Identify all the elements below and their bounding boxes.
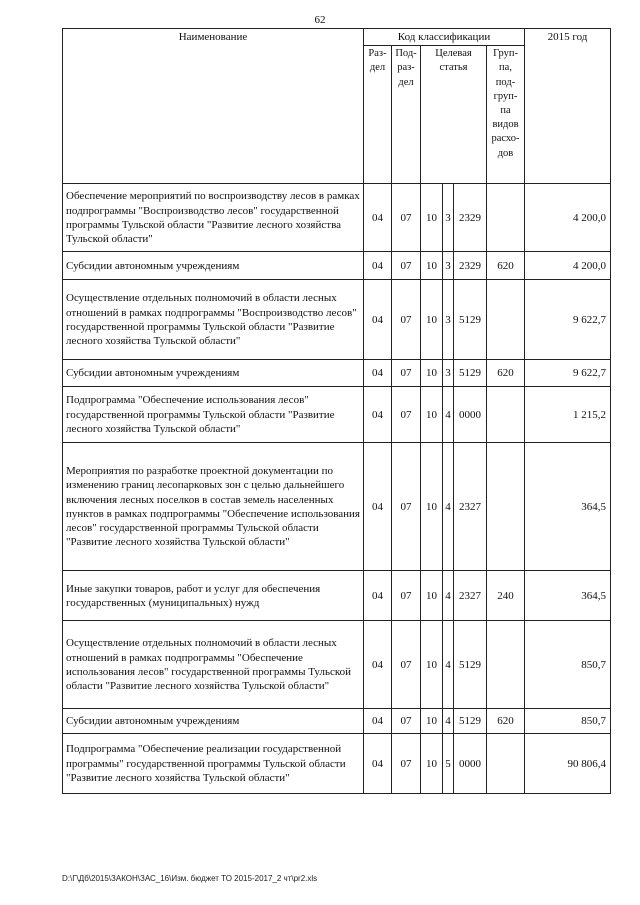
row-amount: 4 200,0: [525, 252, 611, 280]
row-target-direction: 0000: [454, 734, 487, 794]
row-target-program: 10: [421, 734, 443, 794]
row-expense-type: [487, 280, 525, 360]
table-row: [63, 571, 611, 621]
row-subsection: 07: [392, 571, 421, 621]
row-section: 04: [364, 280, 392, 360]
row-target-subprogram: 4: [443, 443, 454, 571]
header-name: Наименование: [63, 29, 364, 184]
row-target-subprogram: 4: [443, 571, 454, 621]
row-expense-type: 620: [487, 709, 525, 734]
row-section: 04: [364, 443, 392, 571]
row-expense-type: 620: [487, 360, 525, 387]
row-amount: 1 215,2: [525, 387, 611, 443]
row-subsection: 07: [392, 280, 421, 360]
row-target-direction: 2329: [454, 252, 487, 280]
row-target-program: 10: [421, 184, 443, 252]
file-path-footer: D:\Г\Дб\2015\ЗАКОН\ЗАС_16\Изм. бюджет ТО 2015-2017_2 чт\pr2.xls: [62, 874, 318, 883]
row-section: 04: [364, 734, 392, 794]
row-name: Осуществление отдельных полномочий в области лесных отношений в рамках подпрограммы "Воспроизводство лесов" государственной программы Тульской области "Развитие лесного хозяйства Тульской области": [63, 280, 364, 360]
row-section: 04: [364, 571, 392, 621]
row-subsection: 07: [392, 252, 421, 280]
row-target-subprogram: 5: [443, 734, 454, 794]
row-name: Обеспечение мероприятий по воспроизводству лесов в рамках подпрограммы "Воспроизводство лесов" государственной программы Тульской области "Развитие лесного хозяйства Тульской области": [63, 184, 364, 252]
header-year: 2015 год: [525, 29, 611, 184]
row-name: Мероприятия по разработке проектной документации по изменению границ лесопарковых зон с целью дальнейшего включения лесных поселков в состав земель населенных пунктов в рамках подпрограммы "Обеспечение использования лесов" государственной программы Тульской области "Развитие лесного хозяйства Тульской области": [63, 443, 364, 571]
row-target-direction: 2327: [454, 443, 487, 571]
row-section: 04: [364, 184, 392, 252]
row-subsection: 07: [392, 709, 421, 734]
row-target-program: 10: [421, 387, 443, 443]
row-subsection: 07: [392, 621, 421, 709]
row-target-program: 10: [421, 360, 443, 387]
row-target-program: 10: [421, 709, 443, 734]
row-subsection: 07: [392, 387, 421, 443]
row-expense-type: 240: [487, 571, 525, 621]
header-target-article: Целевая статья: [421, 46, 487, 184]
row-expense-type: [487, 734, 525, 794]
row-section: 04: [364, 360, 392, 387]
row-amount: 364,5: [525, 571, 611, 621]
table-row: [63, 360, 611, 387]
row-amount: 9 622,7: [525, 360, 611, 387]
row-subsection: 07: [392, 443, 421, 571]
table-row: [63, 387, 611, 443]
header-section: Раз- дел: [364, 46, 392, 184]
row-expense-type: [487, 621, 525, 709]
header-classification: Код классификации: [364, 29, 525, 46]
row-expense-type: [487, 184, 525, 252]
row-target-direction: 5129: [454, 280, 487, 360]
table-row: [63, 709, 611, 734]
row-target-direction: 5129: [454, 360, 487, 387]
row-target-program: 10: [421, 443, 443, 571]
header-expense-group: Груп- па, под- груп- па видов расхо- дов: [487, 46, 525, 184]
row-name: Субсидии автономным учреждениям: [63, 709, 364, 734]
row-name: Субсидии автономным учреждениям: [63, 360, 364, 387]
row-target-program: 10: [421, 571, 443, 621]
row-target-direction: 0000: [454, 387, 487, 443]
row-name: Подпрограмма "Обеспечение реализации государственной программы" государственной программы Тульской области "Развитие лесного хозяйства Тульской области": [63, 734, 364, 794]
row-target-subprogram: 3: [443, 252, 454, 280]
table-row: [63, 280, 611, 360]
row-target-subprogram: 4: [443, 621, 454, 709]
row-expense-type: [487, 443, 525, 571]
row-target-subprogram: 3: [443, 184, 454, 252]
row-target-subprogram: 4: [443, 709, 454, 734]
table-row: [63, 443, 611, 571]
row-amount: 9 622,7: [525, 280, 611, 360]
row-amount: 850,7: [525, 621, 611, 709]
row-name: Иные закупки товаров, работ и услуг для обеспечения государственных (муниципальных) нужд: [63, 571, 364, 621]
row-target-direction: 5129: [454, 709, 487, 734]
row-section: 04: [364, 621, 392, 709]
row-name: Подпрограмма "Обеспечение использования лесов" государственной программы Тульской области "Развитие лесного хозяйства Тульской области": [63, 387, 364, 443]
row-subsection: 07: [392, 734, 421, 794]
row-name: Осуществление отдельных полномочий в области лесных отношений в рамках подпрограммы "Обеспечение использования лесов" государственной программы Тульской области "Развитие лесного хозяйства Тульской области": [63, 621, 364, 709]
row-target-direction: 2329: [454, 184, 487, 252]
row-target-program: 10: [421, 280, 443, 360]
row-target-program: 10: [421, 621, 443, 709]
row-target-subprogram: 3: [443, 360, 454, 387]
row-expense-type: 620: [487, 252, 525, 280]
page-number: 62: [314, 14, 326, 26]
row-target-subprogram: 4: [443, 387, 454, 443]
row-expense-type: [487, 387, 525, 443]
row-section: 04: [364, 252, 392, 280]
header-row-1: [63, 29, 611, 46]
row-amount: 4 200,0: [525, 184, 611, 252]
table-row: [63, 621, 611, 709]
table-row: [63, 734, 611, 794]
table-row: [63, 252, 611, 280]
row-target-program: 10: [421, 252, 443, 280]
row-section: 04: [364, 387, 392, 443]
row-subsection: 07: [392, 184, 421, 252]
row-amount: 364,5: [525, 443, 611, 571]
budget-table: [62, 28, 611, 794]
header-subsection: Под- раз- дел: [392, 46, 421, 184]
table-row: [63, 184, 611, 252]
row-subsection: 07: [392, 360, 421, 387]
row-section: 04: [364, 709, 392, 734]
row-target-direction: 2327: [454, 571, 487, 621]
row-amount: 90 806,4: [525, 734, 611, 794]
row-target-subprogram: 3: [443, 280, 454, 360]
row-target-direction: 5129: [454, 621, 487, 709]
row-amount: 850,7: [525, 709, 611, 734]
row-name: Субсидии автономным учреждениям: [63, 252, 364, 280]
